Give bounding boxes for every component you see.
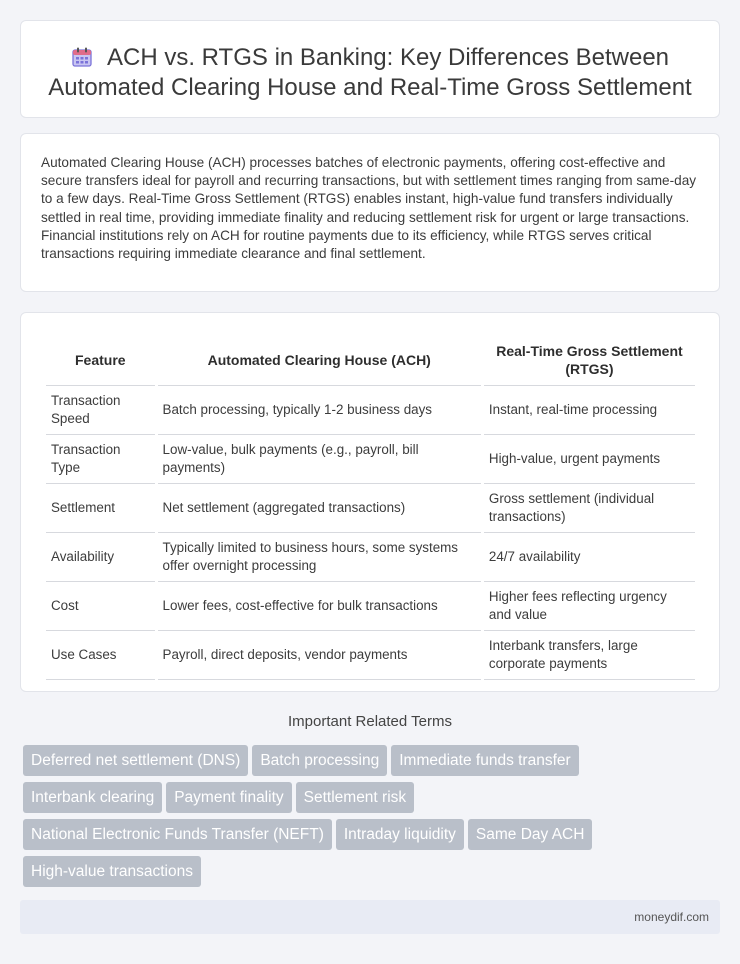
- tag-batch-processing[interactable]: Batch processing: [252, 745, 387, 776]
- table-cell-rtgs: Higher fees reflecting urgency and value: [484, 582, 695, 631]
- table-cell-feature: Cost: [46, 582, 155, 631]
- tag-intraday-liquidity[interactable]: Intraday liquidity: [336, 819, 464, 850]
- header-rtgs: Real-Time Gross Settlement (RTGS): [484, 335, 695, 386]
- table-cell-feature: Transaction Type: [46, 435, 155, 484]
- tag-high-value-transactions[interactable]: High-value transactions: [23, 856, 201, 887]
- table-cell-feature: Transaction Speed: [46, 386, 155, 435]
- comparison-table-card: [20, 312, 720, 692]
- tag-settlement-risk[interactable]: Settlement risk: [296, 782, 415, 813]
- tag-interbank-clearing[interactable]: Interbank clearing: [23, 782, 162, 813]
- footer: [20, 900, 720, 934]
- calendar-icon: [71, 46, 93, 68]
- table-cell-rtgs: High-value, urgent payments: [484, 435, 695, 484]
- table-cell-ach: Net settlement (aggregated transactions): [158, 484, 481, 533]
- table-cell-feature: Use Cases: [46, 631, 155, 680]
- table-cell-feature: Settlement: [46, 484, 155, 533]
- summary-paragraph: Automated Clearing House (ACH) processes batches of electronic payments, offering cost-effective and secure transfers ideal for payroll and recurring transactions, but with settlement times ranging from same-day to a few days. Real-Time Gross Settlement (RTGS) enables instant, high-value fund transfers individually settled in real time, providing immediate finality and reducing settlement risk for urgent or large transactions. Financial institutions rely on ACH for routine payments due to its efficiency, while RTGS serves critical transactions requiring immediate clearance and final settlement.: [41, 155, 697, 262]
- table-cell-rtgs: 24/7 availability: [484, 533, 695, 582]
- page-title: [21, 43, 719, 103]
- related-terms-tags: [23, 745, 723, 893]
- tag-deferred-net-settlement[interactable]: Deferred net settlement (DNS): [23, 745, 248, 776]
- table-row: [46, 484, 695, 533]
- table-cell-rtgs: Instant, real-time processing: [484, 386, 695, 435]
- tag-neft[interactable]: National Electronic Funds Transfer (NEFT): [23, 819, 332, 850]
- footer-site-link[interactable]: moneydif.com: [634, 910, 709, 924]
- table-cell-ach: Batch processing, typically 1-2 business days: [158, 386, 481, 435]
- table-cell-ach: Typically limited to business hours, some systems offer overnight processing: [158, 533, 481, 582]
- table-row: [46, 435, 695, 484]
- title-line-2: Automated Clearing House and Real-Time Gross Settlement: [48, 74, 692, 101]
- table-cell-ach: Payroll, direct deposits, vendor payments: [158, 631, 481, 680]
- table-row: [46, 533, 695, 582]
- table-row: [46, 631, 695, 680]
- table-row: [46, 386, 695, 435]
- table-cell-ach: Lower fees, cost-effective for bulk transactions: [158, 582, 481, 631]
- header-feature: Feature: [46, 335, 155, 386]
- tag-same-day-ach[interactable]: Same Day ACH: [468, 819, 593, 850]
- title-line-1: ACH vs. RTGS in Banking: Key Differences Between: [106, 44, 670, 71]
- header-ach: Automated Clearing House (ACH): [158, 335, 481, 386]
- table-cell-rtgs: Interbank transfers, large corporate payments: [484, 631, 695, 680]
- tag-immediate-funds-transfer[interactable]: Immediate funds transfer: [391, 745, 578, 776]
- summary-card: [20, 133, 720, 292]
- table-row: [46, 582, 695, 631]
- table-header-row: [46, 335, 695, 386]
- tag-payment-finality[interactable]: Payment finality: [166, 782, 291, 813]
- table-cell-rtgs: Gross settlement (individual transactions): [484, 484, 695, 533]
- related-terms-title: Important Related Terms: [288, 713, 452, 730]
- comparison-table: [43, 335, 698, 680]
- table-cell-ach: Low-value, bulk payments (e.g., payroll, bill payments): [158, 435, 481, 484]
- title-card: [20, 20, 720, 118]
- table-cell-feature: Availability: [46, 533, 155, 582]
